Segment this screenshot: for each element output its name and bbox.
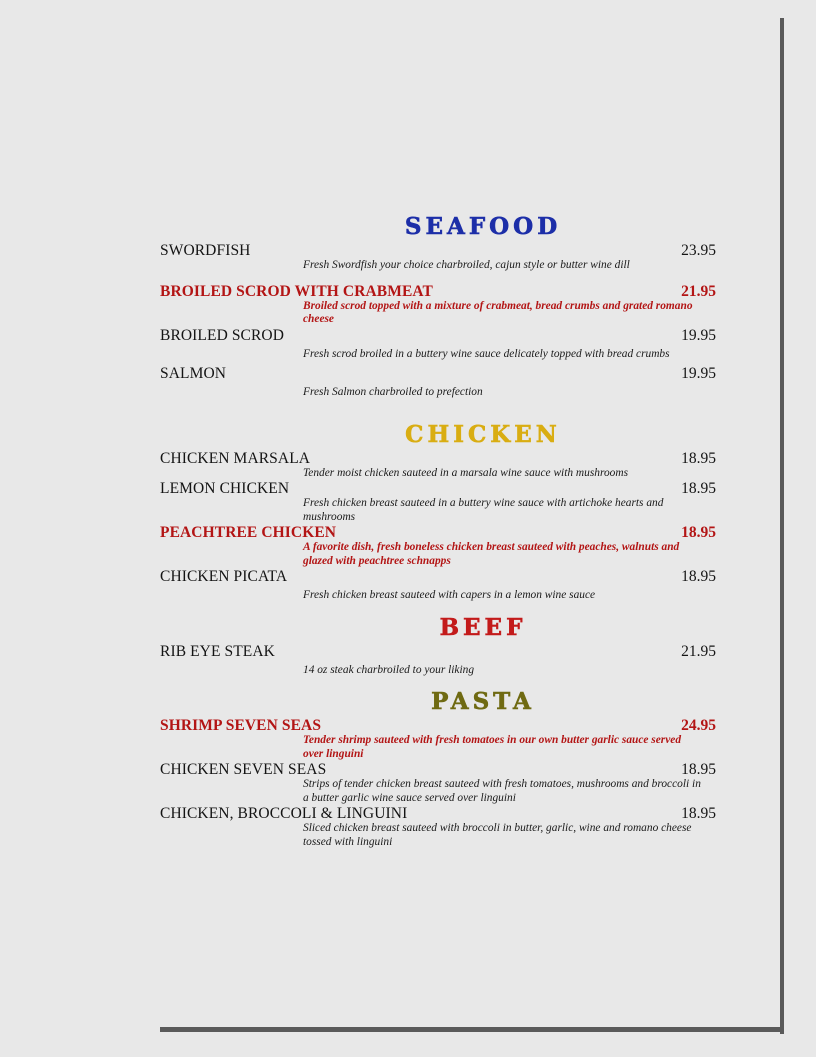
menu-item-chicken-picata: [160, 568, 716, 603]
item-description: Fresh chicken breast sauteed in a buttery wine sauce with artichoke hearts and mushrooms: [303, 497, 664, 523]
menu-item-lemon-chicken: [160, 480, 716, 524]
menu-item-broiled-scrod: [160, 327, 716, 362]
item-description: Tender shrimp sauteed with fresh tomatoes in our own butter garlic sauce served over linguini: [303, 734, 682, 760]
section-beef: [160, 613, 716, 678]
item-description: Fresh scrod broiled in a buttery wine sauce delicately topped with bread crumbs: [303, 347, 670, 360]
menu-item-shrimp-seven-seas: [160, 717, 716, 761]
item-price: 21.95: [681, 282, 716, 300]
section-pasta: [160, 687, 716, 849]
section-seafood: [160, 212, 716, 400]
menu-item-peachtree-chicken: [160, 524, 716, 568]
item-name: SALMON: [160, 365, 227, 382]
menu-item-rib-eye-steak: [160, 643, 716, 678]
item-price: 18.95: [681, 805, 716, 822]
item-description: Strips of tender chicken breast sauteed with fresh tomatoes, mushrooms and broccoli in a butter garlic wine sauce served over linguini: [303, 778, 701, 804]
item-price: 18.95: [681, 449, 716, 467]
menu-page: [160, 212, 716, 849]
item-description: Tender moist chicken sauteed in a marsala wine sauce with mushrooms: [303, 466, 629, 479]
section-title-chicken: CHICKEN: [405, 420, 561, 448]
menu-item-broiled-scrod-crabmeat: [160, 283, 716, 327]
section-title-beef: BEEF: [439, 613, 527, 641]
item-name: SWORDFISH: [160, 242, 251, 259]
menu-item-chicken-seven-seas: [160, 761, 716, 805]
item-name: LEMON CHICKEN: [160, 480, 290, 497]
section-title-pasta: PASTA: [431, 688, 535, 715]
item-description: Fresh chicken breast sauteed with capers in a lemon wine sauce: [303, 589, 596, 601]
item-price: 24.95: [681, 717, 716, 734]
menu-item-chicken-marsala: [160, 450, 716, 481]
section-chicken: [160, 420, 716, 603]
item-name: PEACHTREE CHICKEN: [160, 524, 337, 541]
item-name: SHRIMP SEVEN SEAS: [160, 717, 322, 734]
item-name: CHICKEN SEVEN SEAS: [160, 761, 327, 778]
item-description: 14 oz steak charbroiled to your liking: [303, 663, 475, 676]
item-description: Fresh Salmon charbroiled to prefection: [303, 386, 483, 398]
item-name: CHICKEN, BROCCOLI & LINGUINI: [160, 805, 408, 822]
item-name: BROILED SCROD WITH CRABMEAT: [160, 282, 433, 300]
page-shadow-right: [780, 18, 784, 1034]
item-price: 18.95: [681, 480, 716, 497]
item-price: 18.95: [681, 761, 716, 778]
item-price: 19.95: [681, 365, 716, 382]
item-price: 19.95: [681, 326, 716, 344]
item-name: CHICKEN PICATA: [160, 568, 288, 585]
item-description: Fresh Swordfish your choice charbroiled, cajun style or butter wine dill: [303, 259, 630, 271]
item-price: 18.95: [681, 524, 716, 541]
item-price: 23.95: [681, 242, 716, 259]
item-price: 18.95: [681, 568, 716, 585]
page-shadow-bottom: [160, 1027, 784, 1032]
item-description: Sliced chicken breast sauteed with broccoli in butter, garlic, wine and romano cheese tossed with linguini: [303, 822, 692, 848]
item-name: CHICKEN MARSALA: [160, 449, 311, 467]
item-name: RIB EYE STEAK: [160, 642, 275, 660]
item-description: A favorite dish, fresh boneless chicken breast sauteed with peaches, walnuts and glazed with peachtree schnapps: [303, 541, 680, 567]
menu-item-swordfish: [160, 242, 716, 273]
item-description: Broiled scrod topped with a mixture of crabmeat, bread crumbs and grated romano cheese: [303, 299, 693, 325]
item-price: 21.95: [681, 642, 716, 660]
section-title-seafood: SEAFOOD: [404, 213, 562, 240]
menu-item-chicken-broccoli-linguini: [160, 805, 716, 849]
item-name: BROILED SCROD: [160, 326, 285, 344]
menu-item-salmon: [160, 365, 716, 400]
